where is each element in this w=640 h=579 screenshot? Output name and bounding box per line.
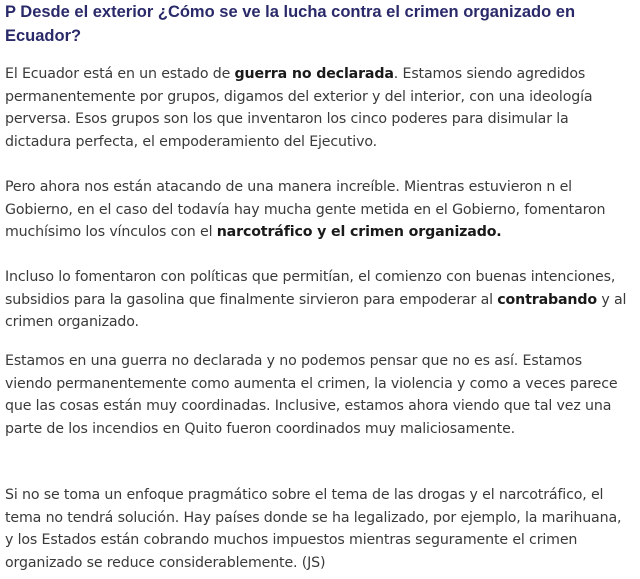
answer-paragraph-3: [5, 266, 630, 334]
paragraph-text: Pero ahora nos están atacando de una manera increíble. Mientras estuvieron n el Gobierno, en el caso del todavía hay mucha gente metida en el Gobierno, fomentaron muchísimo los vínculos con el: [5, 179, 606, 241]
paragraph-text: y al crimen organizado.: [5, 291, 627, 331]
paragraph-text: Incluso lo fomentaron con políticas que permitían, el comienzo con buenas intenciones, subsidios para la gasolina que finalmente sirvieron para empoderar al: [5, 269, 616, 308]
answer-paragraph-2: [5, 176, 630, 244]
paragraph-text: Si no se toma un enfoque pragmático sobre el tema de las drogas y el narcotráfico, el tema no tendrá solución. Hay países donde se ha legalizado, por ejemplo, la marihuana, y los Estados están cobrando muchos impuestos mientras seguramente el crimen organizado se reduce considerablemente. (JS): [5, 487, 622, 572]
answer-paragraph-4: [5, 350, 630, 441]
paragraph-text: . Estamos siendo agredidos permanentemente por grupos, digamos del exterior y del interior, con una ideología perversa. Esos grupos son los que inventaron los cinco poderes para disimular la dictadura perfecta, el empoderamiento del Ejecutivo.: [5, 66, 593, 151]
interview-question: P Desde el exterior ¿Cómo se ve la lucha contra el crimen organizado en Ecuador?: [5, 3, 576, 45]
bold-phrase: guerra no declarada: [234, 66, 394, 82]
paragraph-text: El Ecuador está en un estado de: [5, 66, 235, 82]
bold-phrase: contrabando: [497, 291, 597, 308]
paragraph-text: Estamos en una guerra no declarada y no podemos pensar que no es así. Estamos viendo permanentemente como aumenta el crimen, la violencia y como a veces parece que las cosas están muy coordinadas. Inclusive, estamos ahora viendo que tal vez una parte de los incendios en Quito fueron coordinados muy maliciosamente.: [5, 353, 618, 438]
answer-paragraph-1: [5, 63, 630, 154]
answer-paragraph-5: [5, 484, 630, 575]
bold-phrase: narcotráfico y el crimen organizado.: [216, 224, 502, 241]
